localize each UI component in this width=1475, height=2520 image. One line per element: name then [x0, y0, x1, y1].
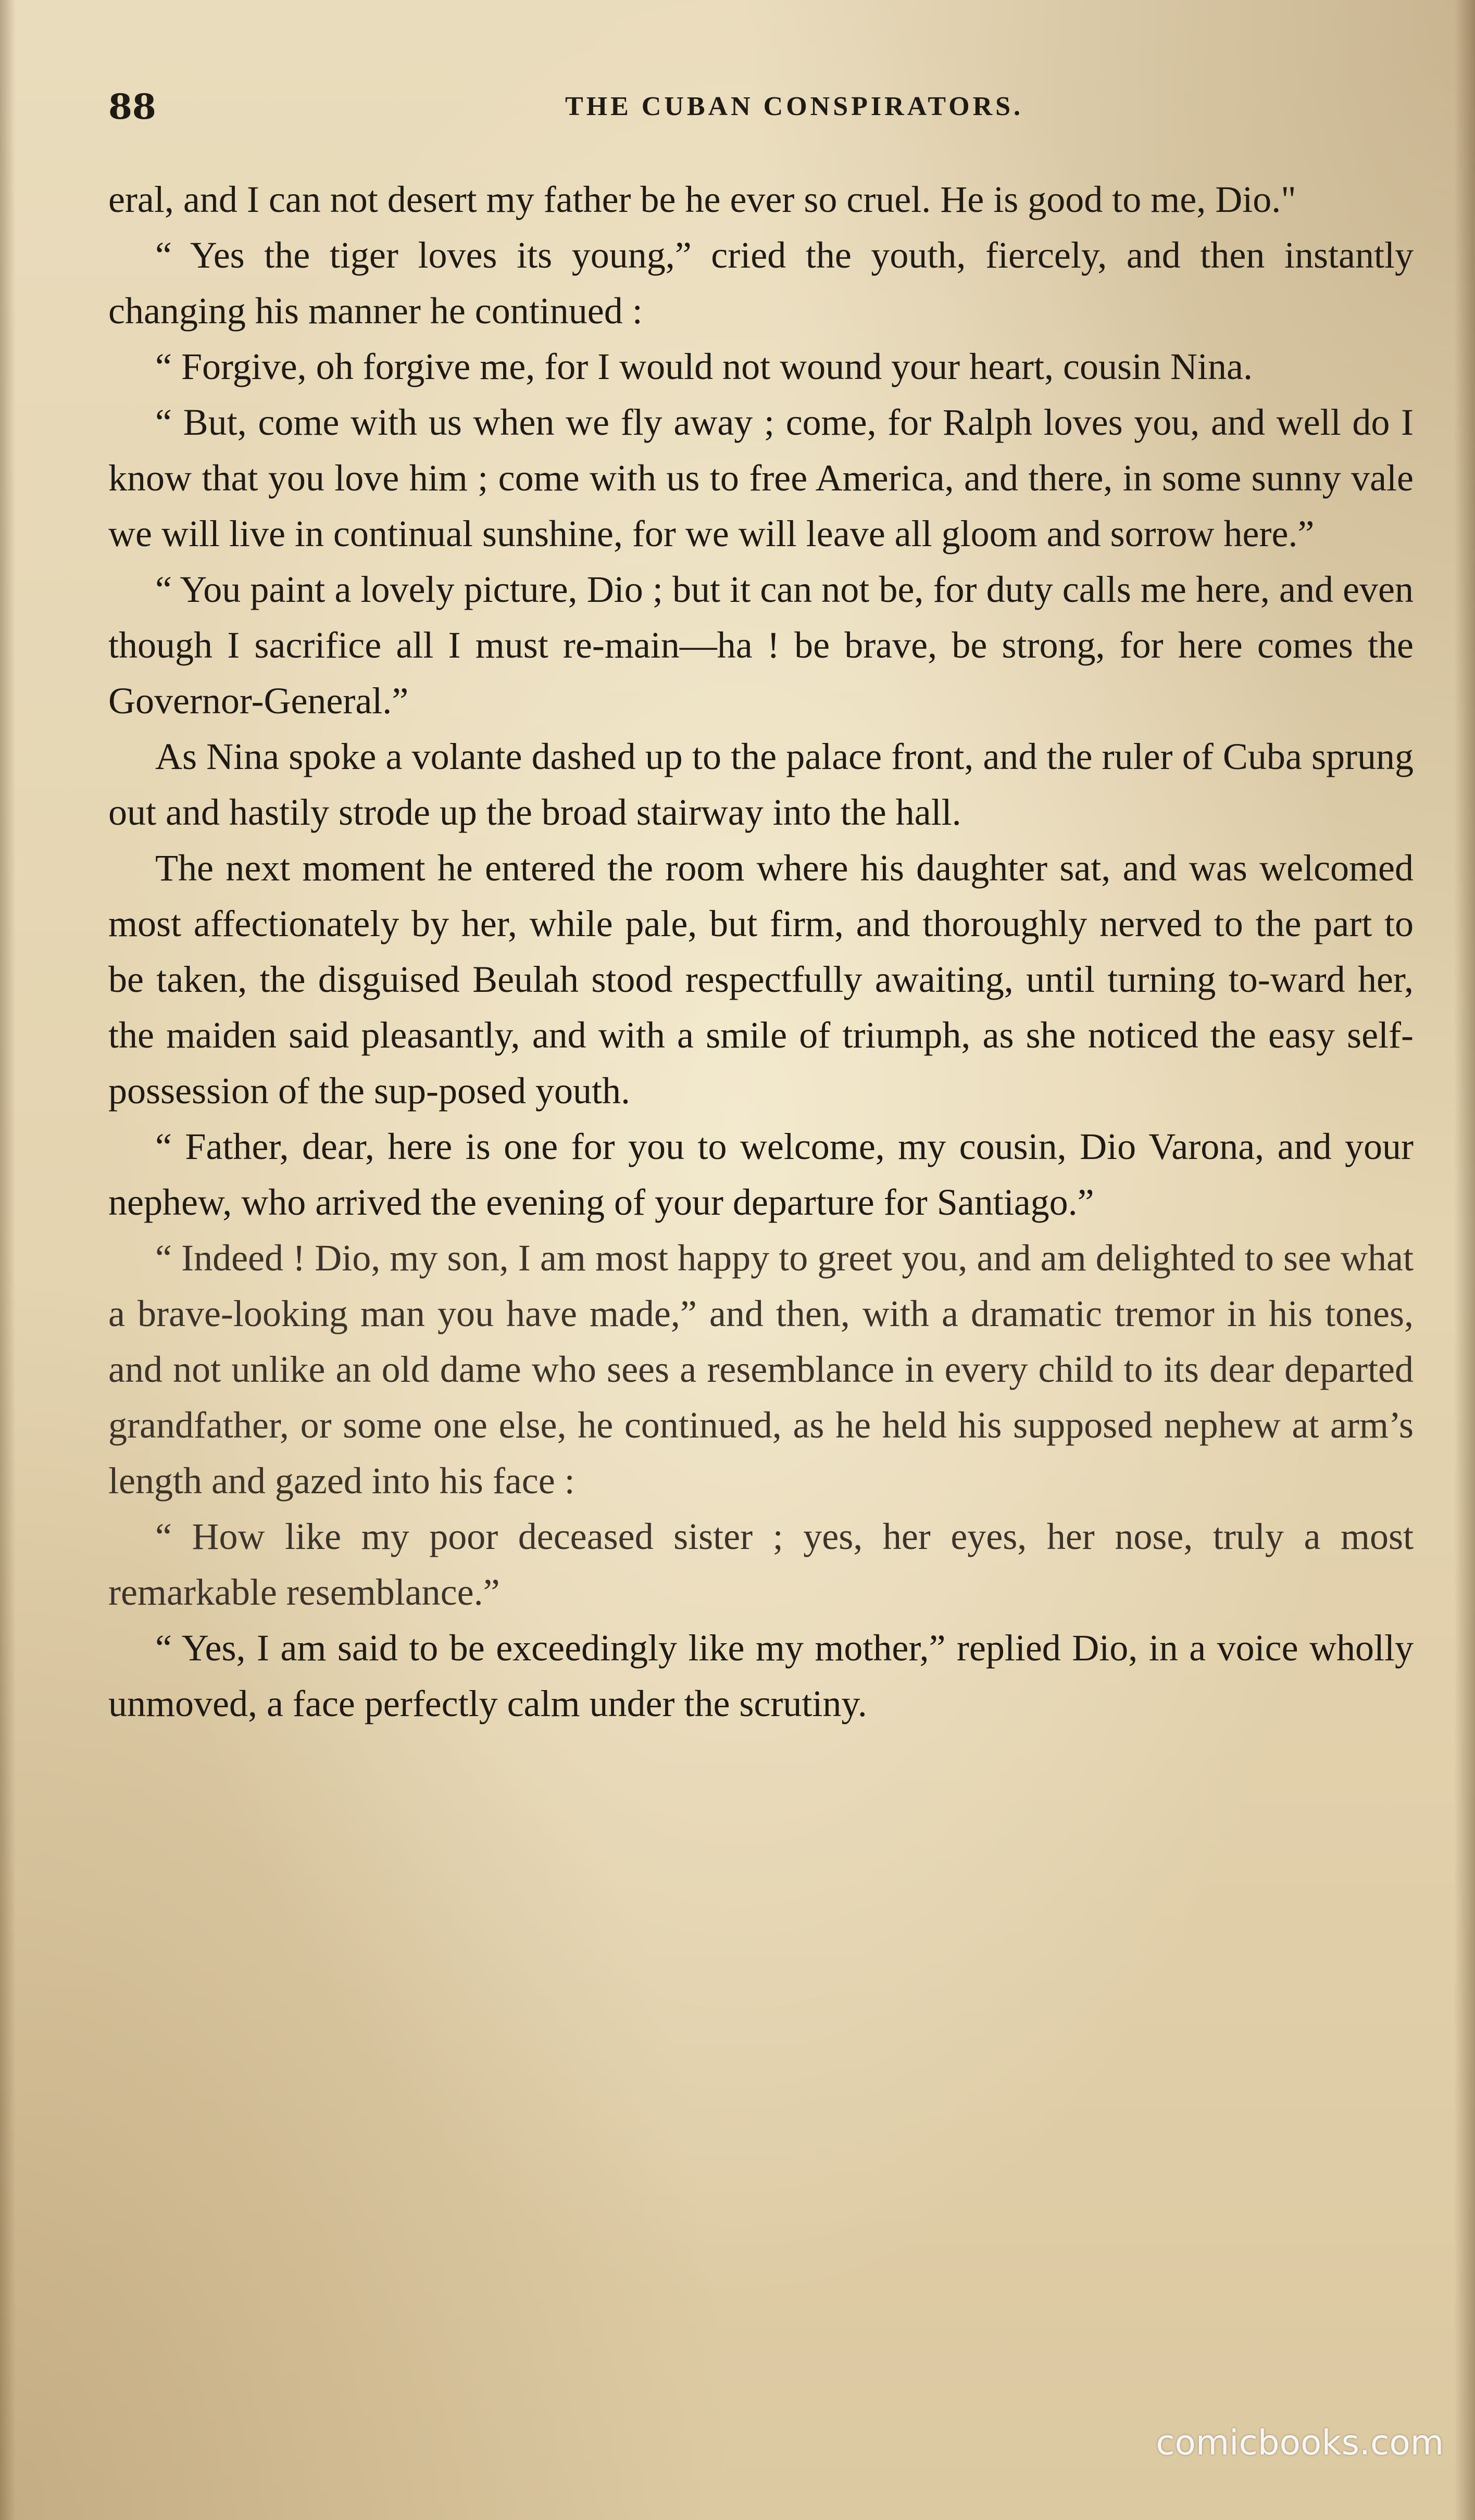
running-head: [108, 83, 1397, 130]
page-edge-shadow-left: [0, 0, 16, 2520]
paragraph: “ But, come with us when we fly away ; come, for Ralph loves you, and well do I know that you love him ; come with us to free America, and there, in some sunny vale we will live in continual sunshine, for we will leave all gloom and sorrow here.”: [108, 401, 1414, 555]
paragraph: eral, and I can not desert my father be he ever so cruel. He is good to me, Dio.": [108, 179, 1296, 220]
paragraph: “ Yes, I am said to be exceedingly like my mother,” replied Dio, in a voice wholly unmoved, a face perfectly calm under the scrutiny.: [108, 1627, 1414, 1724]
paragraph: “ Forgive, oh forgive me, for I would not wound your heart, cousin Nina.: [155, 346, 1253, 387]
paragraph: “ Father, dear, here is one for you to welcome, my cousin, Dio Varona, and your nephew, who arrived the evening of your departure for Santiago.”: [108, 1126, 1414, 1223]
paragraph: As Nina spoke a volante dashed up to the palace front, and the ruler of Cuba sprung out and hastily strode up the broad stairway into the hall.: [108, 736, 1414, 833]
watermark: comicbooks.com: [1156, 2423, 1444, 2463]
page-edge-shadow-right: [1454, 0, 1475, 2520]
paragraph: “ How like my poor deceased sister ; yes, her eyes, her nose, truly a most remarkable resemblance.”: [108, 1516, 1414, 1613]
paragraph: “ You paint a lovely picture, Dio ; but it can not be, for duty calls me here, and even though I sacrifice all I must re-main—ha ! be brave, be strong, for here comes the Governor-General.”: [108, 569, 1414, 722]
paragraph: The next moment he entered the room where his daughter sat, and was welcomed most affectionately by her, while pale, but firm, and thoroughly nerved to the part to be taken, the disguised Beulah stood respectfully awaiting, until turning to-ward her, the maiden said pleasantly, and with a smile of triumph, as she noticed the easy self-possession of the sup-posed youth.: [108, 847, 1414, 1112]
page-number: 88: [108, 86, 156, 127]
body-text: [108, 172, 1414, 1732]
running-title: THE CUBAN CONSPIRATORS.: [565, 92, 1024, 121]
paragraph: “ Yes the tiger loves its young,” cried the youth, fiercely, and then instantly changing his manner he continued :: [108, 234, 1414, 332]
paragraph: “ Indeed ! Dio, my son, I am most happy to greet you, and am delighted to see what a brave-looking man you have made,” and then, with a dramatic tremor in his tones, and not unlike an old dame who sees a resemblance in every child to its dear departed grandfather, or some one else, he continued, as he held his supposed nephew at arm’s length and gazed into his face :: [108, 1237, 1414, 1502]
